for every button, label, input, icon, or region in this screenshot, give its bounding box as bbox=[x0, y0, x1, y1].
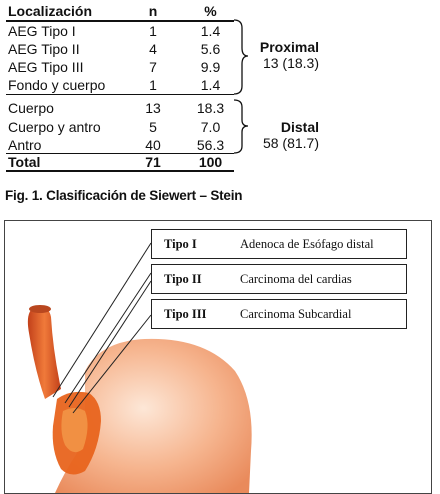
table-row bbox=[8, 40, 233, 58]
row-n: 1 bbox=[149, 77, 157, 93]
figure-caption: Fig. 1. Clasificación de Siewert – Stein bbox=[5, 188, 243, 203]
bottom-rule bbox=[6, 170, 234, 172]
distal-label: Distal bbox=[280, 119, 319, 135]
distal-value: 58 (81.7) bbox=[262, 135, 319, 151]
proximal-label: Proximal bbox=[259, 39, 319, 55]
row-n: 4 bbox=[149, 41, 157, 57]
table-row bbox=[8, 58, 233, 76]
header-n: n bbox=[148, 3, 158, 19]
total-n: 71 bbox=[145, 154, 161, 170]
row-pct: 5.6 bbox=[200, 41, 221, 57]
row-n: 1 bbox=[149, 23, 157, 39]
tipo-box-1 bbox=[151, 229, 407, 259]
esophagus-opening bbox=[29, 305, 51, 313]
row-pct: 18.3 bbox=[196, 100, 225, 116]
row-localizacion: Cuerpo y antro bbox=[8, 119, 101, 135]
row-localizacion: Antro bbox=[8, 137, 42, 153]
section-divider bbox=[6, 94, 234, 95]
table-row bbox=[8, 76, 233, 94]
table-row bbox=[8, 99, 233, 117]
tipo-name: Tipo II bbox=[164, 271, 202, 286]
table-header bbox=[8, 2, 233, 20]
total-label: Total bbox=[8, 154, 41, 170]
proximal-group bbox=[250, 39, 319, 71]
row-pct: 1.4 bbox=[200, 23, 221, 39]
distal-brace bbox=[232, 98, 252, 156]
row-n: 40 bbox=[145, 137, 161, 153]
proximal-value: 13 (18.3) bbox=[262, 55, 319, 71]
proximal-brace bbox=[232, 18, 252, 98]
tipo-name: Tipo III bbox=[164, 306, 207, 321]
table-row bbox=[8, 118, 233, 136]
siewert-figure bbox=[4, 220, 432, 494]
row-n: 5 bbox=[149, 119, 157, 135]
tipo-name: Tipo I bbox=[164, 236, 197, 251]
tipo-desc: Adenoca de Esófago distal bbox=[240, 236, 374, 251]
row-localizacion: AEG Tipo II bbox=[8, 41, 80, 57]
row-localizacion: Fondo y cuerpo bbox=[8, 77, 106, 93]
row-localizacion: AEG Tipo I bbox=[8, 23, 76, 39]
header-localizacion: Localización bbox=[8, 3, 93, 19]
stomach-illustration bbox=[5, 221, 431, 493]
total-pct: 100 bbox=[198, 154, 223, 170]
row-n: 13 bbox=[145, 100, 161, 116]
tipo-box-3 bbox=[151, 299, 407, 329]
distal-group bbox=[250, 119, 319, 151]
row-n: 7 bbox=[149, 59, 157, 75]
table-row bbox=[8, 22, 233, 40]
tipo-box-2 bbox=[151, 264, 407, 294]
table-total-row bbox=[8, 153, 233, 171]
esophagus-shape bbox=[28, 307, 61, 399]
tipo-desc: Carcinoma del cardias bbox=[240, 271, 352, 286]
row-pct: 1.4 bbox=[200, 77, 221, 93]
row-localizacion: Cuerpo bbox=[8, 100, 54, 116]
tipo-desc: Carcinoma Subcardial bbox=[240, 306, 352, 321]
header-pct: % bbox=[204, 3, 217, 19]
row-pct: 56.3 bbox=[196, 137, 225, 153]
table-row bbox=[8, 136, 233, 154]
row-localizacion: AEG Tipo III bbox=[8, 59, 84, 75]
row-pct: 9.9 bbox=[200, 59, 221, 75]
row-pct: 7.0 bbox=[200, 119, 221, 135]
